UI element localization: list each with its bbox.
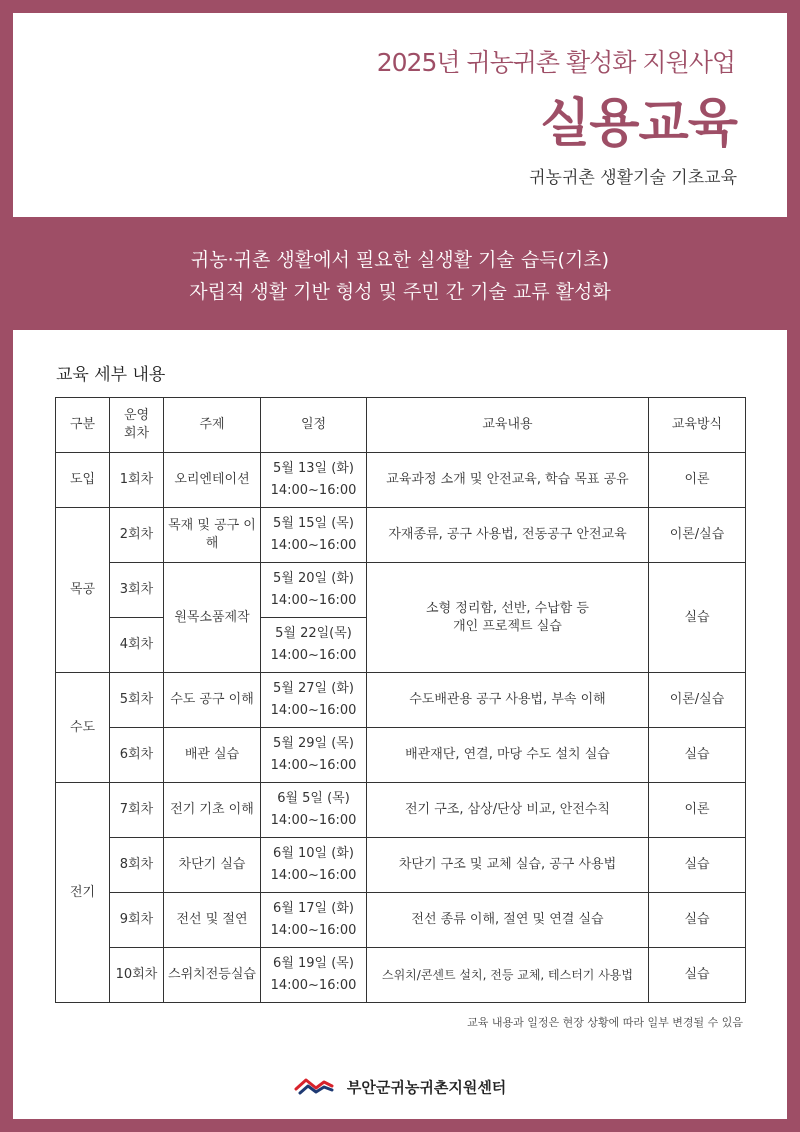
session-cell: 5회차 — [110, 673, 164, 728]
table-row — [56, 893, 746, 948]
organization-footer — [13, 1075, 787, 1099]
category-cell: 전기 — [56, 783, 110, 1003]
date-text: 6월 10일 (화) — [273, 846, 354, 861]
table-row — [56, 453, 746, 508]
schedule-cell — [261, 783, 367, 838]
page-title: 실용교육 — [540, 94, 737, 154]
session-cell: 3회차 — [110, 563, 164, 618]
content-line-2: 개인 프로젝트 실습 — [453, 618, 562, 634]
date-text: 6월 5일 (목) — [277, 791, 350, 806]
header-panel — [13, 13, 787, 217]
content-cell: 자재종류, 공구 사용법, 전동공구 안전교육 — [367, 508, 649, 563]
method-cell: 이론/실습 — [649, 673, 746, 728]
table-header-row — [56, 398, 746, 453]
time-text: 14:00~16:00 — [270, 538, 357, 553]
schedule-note: 교육 내용과 일정은 현장 상황에 따라 일부 변경될 수 있음 — [467, 1016, 743, 1029]
schedule-cell — [261, 453, 367, 508]
content-line-1: 소형 정리함, 선반, 수납함 등 — [426, 600, 589, 616]
method-cell: 실습 — [649, 893, 746, 948]
schedule-cell — [261, 508, 367, 563]
topic-cell: 배관 실습 — [164, 728, 261, 783]
schedule-cell — [261, 618, 367, 673]
time-text: 14:00~16:00 — [270, 868, 357, 883]
header-session-line2: 회차 — [123, 426, 150, 441]
header-session-line1: 운영 — [123, 408, 150, 423]
time-text: 14:00~16:00 — [270, 813, 357, 828]
header-session — [110, 398, 164, 453]
program-subtitle: 2025년 귀농귀촌 활성화 지원사업 — [376, 48, 735, 77]
method-cell: 실습 — [649, 838, 746, 893]
time-text: 14:00~16:00 — [270, 593, 357, 608]
content-cell — [367, 563, 649, 673]
topic-cell: 전선 및 절연 — [164, 893, 261, 948]
content-cell: 수도배관용 공구 사용법, 부속 이해 — [367, 673, 649, 728]
content-cell: 전선 종류 이해, 절연 및 연결 실습 — [367, 893, 649, 948]
session-cell: 4회차 — [110, 618, 164, 673]
header-category: 구분 — [56, 398, 110, 453]
schedule-cell — [261, 673, 367, 728]
time-text: 14:00~16:00 — [270, 758, 357, 773]
section-title: 교육 세부 내용 — [56, 365, 166, 385]
header-content: 교육내용 — [367, 398, 649, 453]
topic-cell: 전기 기초 이해 — [164, 783, 261, 838]
topic-cell: 오리엔테이션 — [164, 453, 261, 508]
table-row — [56, 728, 746, 783]
method-cell: 실습 — [649, 563, 746, 673]
method-cell: 이론 — [649, 453, 746, 508]
objective-line-2: 자립적 생활 기반 형성 및 주민 간 기술 교류 활성화 — [189, 281, 611, 303]
method-cell: 실습 — [649, 728, 746, 783]
date-text: 5월 13일 (화) — [273, 461, 354, 476]
table-row — [56, 673, 746, 728]
date-text: 5월 29일 (목) — [273, 736, 354, 751]
objective-line-1: 귀농·귀촌 생활에서 필요한 실생활 기술 습득(기초) — [190, 249, 610, 271]
table-row — [56, 838, 746, 893]
date-text: 5월 27일 (화) — [273, 681, 354, 696]
table-row — [56, 508, 746, 563]
content-cell: 교육과정 소개 및 안전교육, 학습 목표 공유 — [367, 453, 649, 508]
header-schedule: 일정 — [261, 398, 367, 453]
session-cell: 1회차 — [110, 453, 164, 508]
date-text: 6월 17일 (화) — [273, 901, 354, 916]
method-cell: 이론 — [649, 783, 746, 838]
time-text: 14:00~16:00 — [270, 648, 357, 663]
topic-cell: 차단기 실습 — [164, 838, 261, 893]
content-cell: 배관재단, 연결, 마당 수도 설치 실습 — [367, 728, 649, 783]
time-text: 14:00~16:00 — [270, 483, 357, 498]
date-text: 6월 19일 (목) — [273, 956, 354, 971]
topic-cell: 수도 공구 이해 — [164, 673, 261, 728]
category-cell: 목공 — [56, 508, 110, 673]
program-tagline: 귀농귀촌 생활기술 기초교육 — [529, 168, 737, 188]
category-cell: 수도 — [56, 673, 110, 783]
content-cell: 스위치/콘센트 설치, 전등 교체, 테스터기 사용법 — [367, 948, 649, 1003]
schedule-cell — [261, 893, 367, 948]
content-cell: 차단기 구조 및 교체 실습, 공구 사용법 — [367, 838, 649, 893]
session-cell: 6회차 — [110, 728, 164, 783]
method-cell: 실습 — [649, 948, 746, 1003]
session-cell: 2회차 — [110, 508, 164, 563]
schedule-cell — [261, 948, 367, 1003]
session-cell: 9회차 — [110, 893, 164, 948]
topic-cell: 목재 및 공구 이해 — [164, 508, 261, 563]
objective-band — [0, 230, 800, 330]
chevron-wave-logo-icon — [294, 1075, 334, 1099]
category-cell: 도입 — [56, 453, 110, 508]
method-cell: 이론/실습 — [649, 508, 746, 563]
table-row — [56, 783, 746, 838]
topic-cell: 스위치전등실습 — [164, 948, 261, 1003]
header-method: 교육방식 — [649, 398, 746, 453]
header-topic: 주제 — [164, 398, 261, 453]
content-panel — [13, 330, 787, 1119]
table-row — [56, 948, 746, 1003]
session-cell: 10회차 — [110, 948, 164, 1003]
schedule-table — [55, 397, 746, 1003]
schedule-cell — [261, 728, 367, 783]
schedule-cell — [261, 563, 367, 618]
time-text: 14:00~16:00 — [270, 978, 357, 993]
schedule-cell — [261, 838, 367, 893]
time-text: 14:00~16:00 — [270, 923, 357, 938]
time-text: 14:00~16:00 — [270, 703, 357, 718]
table-row — [56, 563, 746, 618]
organization-name: 부안군귀농귀촌지원센터 — [346, 1078, 507, 1097]
date-text: 5월 20일 (화) — [273, 571, 354, 586]
session-cell: 7회차 — [110, 783, 164, 838]
session-cell: 8회차 — [110, 838, 164, 893]
topic-cell: 원목소품제작 — [164, 563, 261, 673]
date-text: 5월 15일 (목) — [273, 516, 354, 531]
content-cell: 전기 구조, 삼상/단상 비교, 안전수칙 — [367, 783, 649, 838]
date-text: 5월 22일(목) — [275, 626, 352, 641]
